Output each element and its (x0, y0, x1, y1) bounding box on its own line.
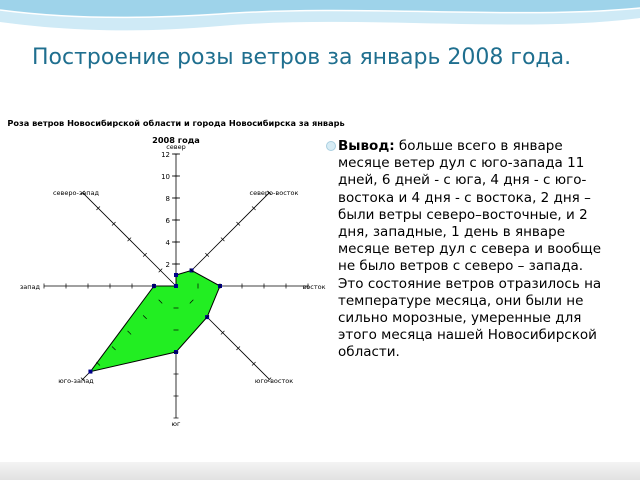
direction-label-северо-восток: северо-восток (249, 189, 299, 197)
slide-title: Построение розы ветров за январь 2008 года. (32, 45, 572, 70)
direction-label-северо-запад: северо-запад (52, 189, 100, 197)
direction-label-юго-восток: юго-восток (254, 377, 294, 385)
conclusion-text: больше всего в январе месяце ветер дул с юго-запада 11 дней, 6 дней - с юга, 4 дня - с юго-востока и 4 дня - с востока, 2 дня – были ветры северо–восточные, и 2 дня, западные, 1 день в январе месяце ветер дул с севера и вообще не было ветров с северо – запада. Это состояние ветров отразилось на температуре месяца, они были не сильно морозные, умеренные для этого месяца нашей Новосибирской области. (338, 138, 602, 361)
data-point-север (174, 273, 178, 277)
direction-label-юг: юг (171, 420, 181, 428)
top-wave-decoration (0, 0, 640, 50)
chart-title-line2: 2008 года (152, 135, 200, 145)
direction-label-север: север (166, 143, 186, 151)
tick-label-4: 4 (165, 239, 170, 247)
conclusion-label: Вывод: (338, 138, 395, 154)
direction-label-юго-запад: юго-запад (58, 377, 94, 385)
tick-label-10: 10 (161, 173, 170, 181)
tick-label-2: 2 (165, 261, 170, 269)
chart-title-line1: Роза ветров Новосибирской области и города Новосибирска за январь (7, 118, 345, 128)
wind-rose-chart (7, 104, 345, 428)
tick-label-12: 12 (161, 151, 170, 159)
bottom-bar-decoration (0, 462, 640, 480)
tick-label-6: 6 (165, 217, 170, 225)
tick-label-8: 8 (165, 195, 170, 203)
direction-label-восток: восток (302, 283, 326, 291)
data-point-северо-запад (174, 284, 178, 288)
conclusion-block (338, 138, 606, 362)
bullet-icon (326, 141, 336, 151)
data-point-юго-запад (88, 370, 92, 374)
direction-label-запад: запад (19, 283, 40, 291)
